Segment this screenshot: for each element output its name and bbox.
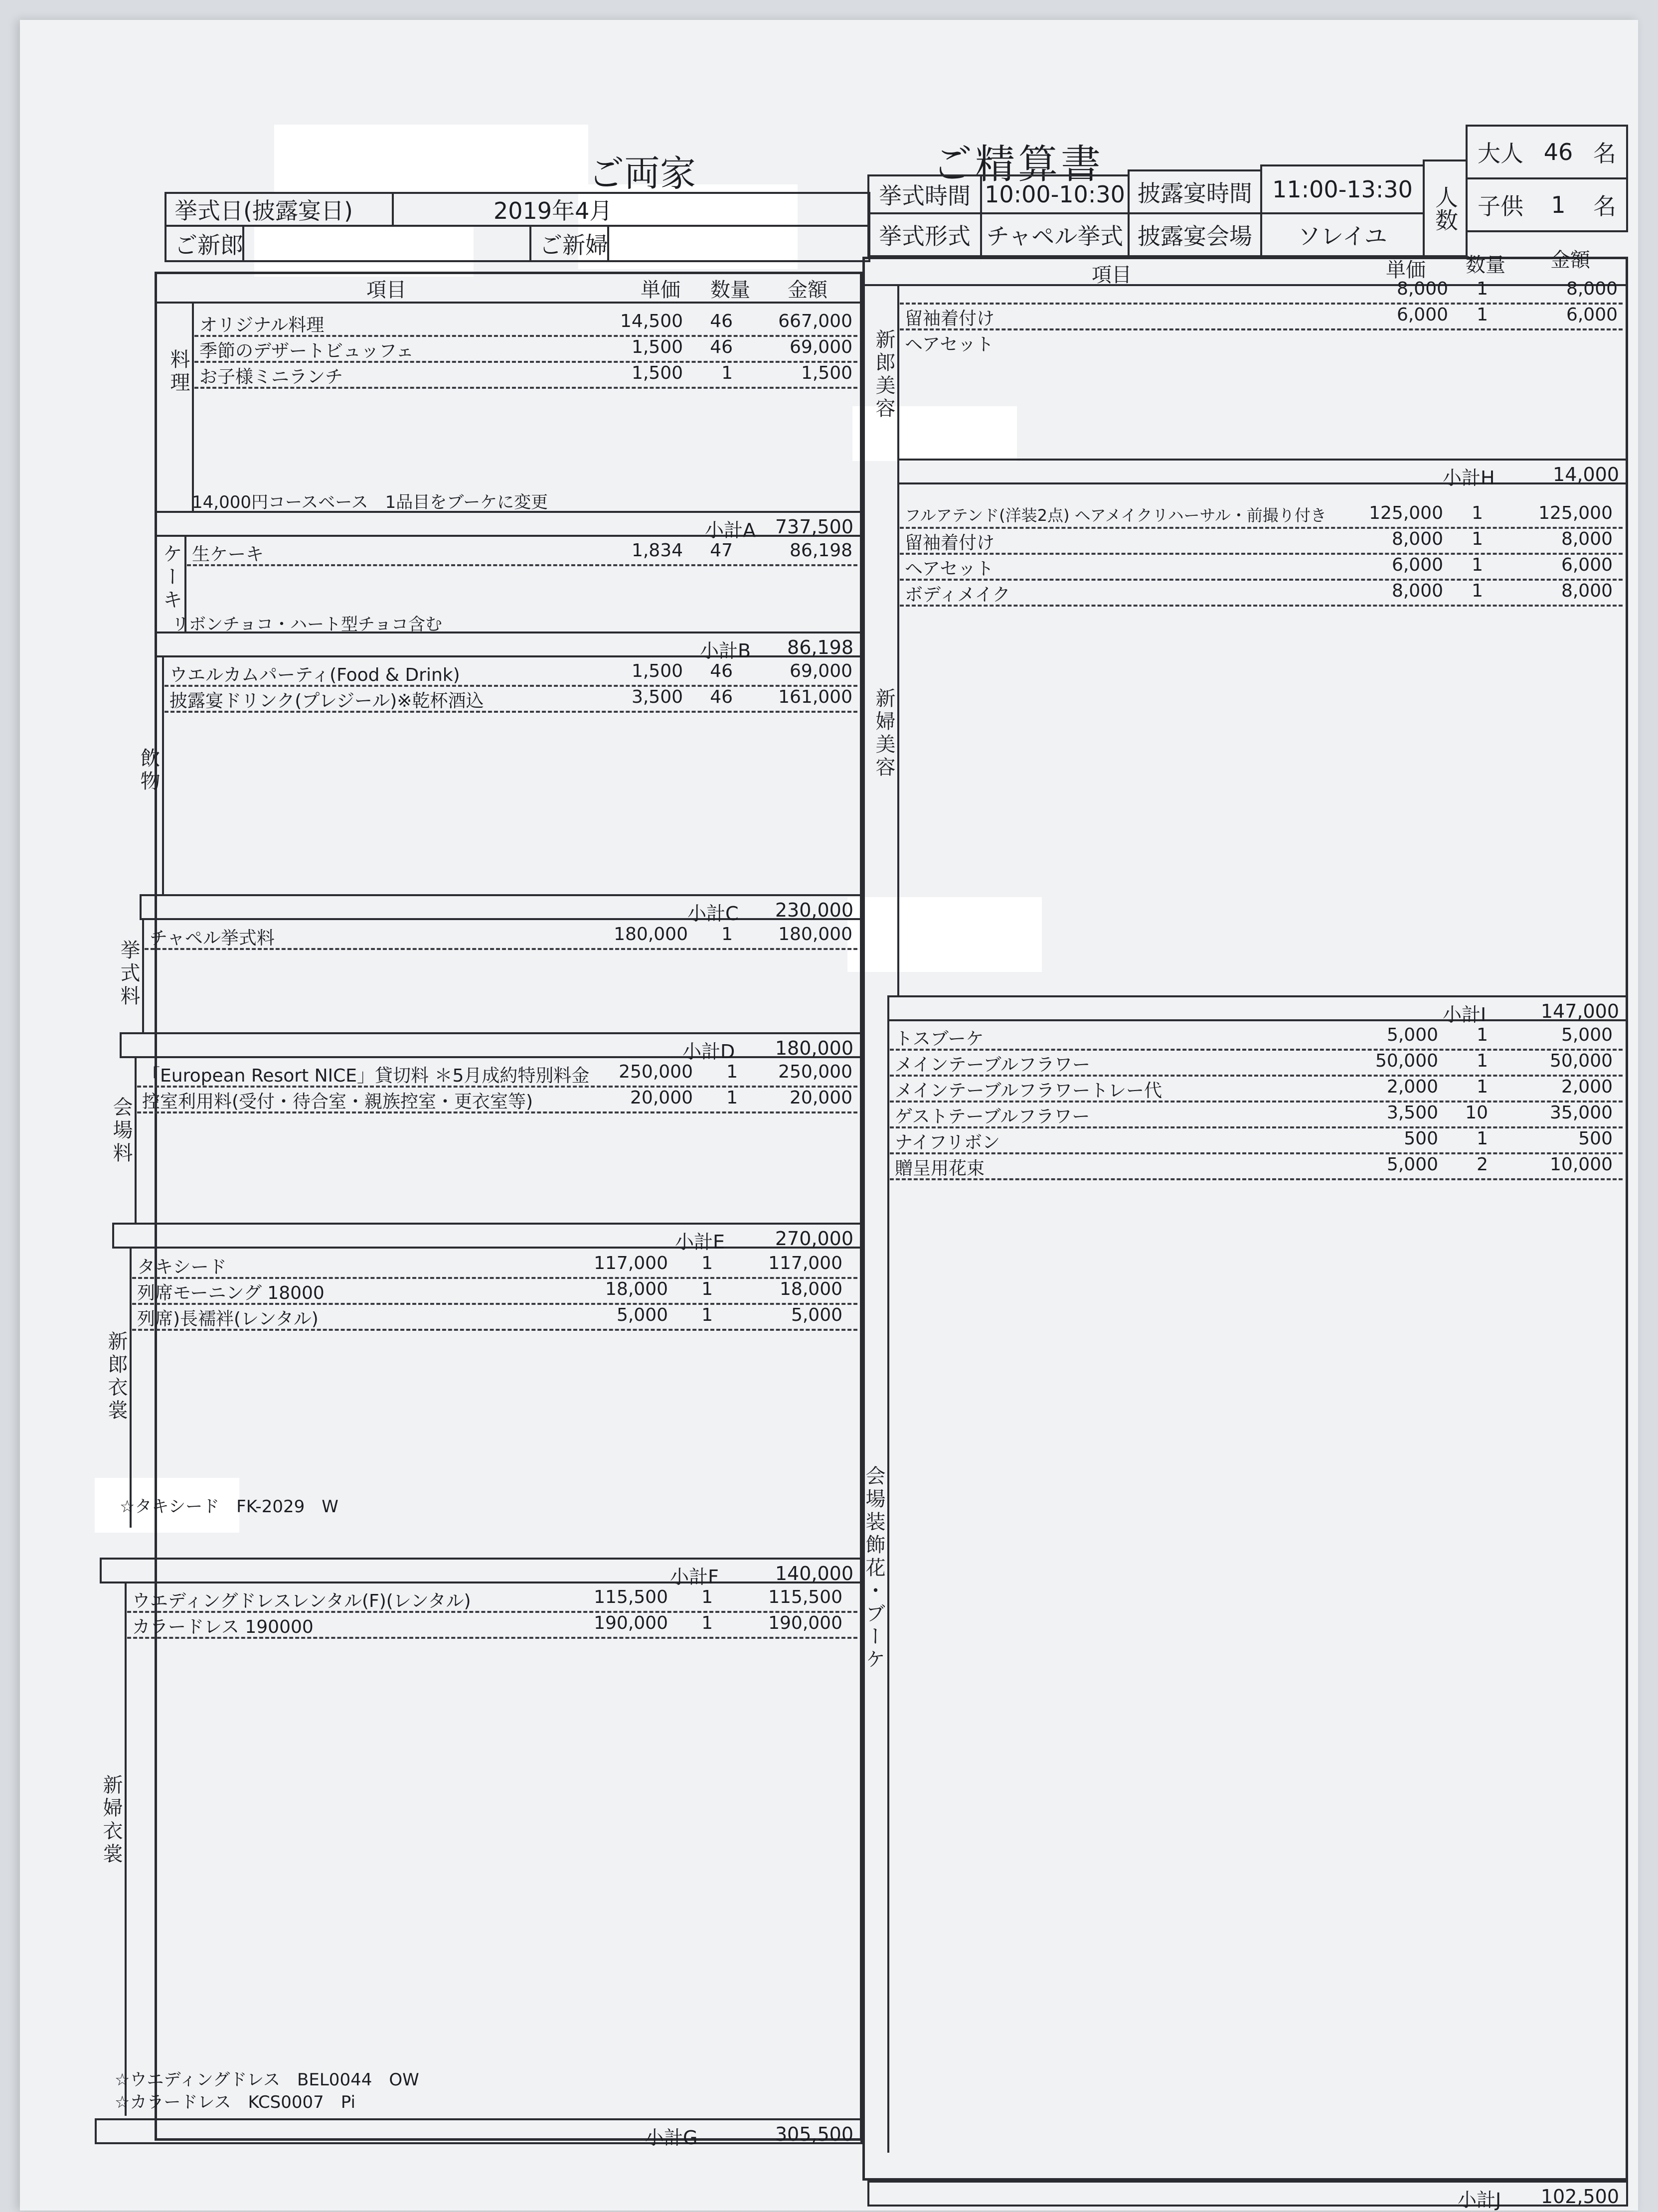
subtotal-f: 小計F 140,000	[100, 1558, 862, 1583]
col-item-right: 項目	[1092, 264, 1132, 287]
col-amount-right: 金額	[1550, 249, 1590, 272]
ceremony-style-value: チャペル挙式	[980, 212, 1130, 257]
table-row: 留袖着付け 6,000 1 6,000	[900, 303, 1623, 330]
table-row: ナイフリボン 500 1 500	[890, 1126, 1623, 1154]
table-row: 季節のデザートビュッフェ 1,500 46 69,000	[194, 335, 857, 363]
table-row: 「European Resort NICE」貸切料 ＊5月成約特別料金 250,000 1 250,000	[137, 1060, 857, 1088]
document-title: ご精算書	[932, 141, 1104, 187]
flowers-label: 会場装飾花・ブーケ	[862, 1465, 885, 1672]
col-unit-price-right: 単価	[1386, 259, 1426, 282]
bride-name-field	[607, 225, 870, 262]
groom-name-field	[242, 225, 531, 262]
col-amount: 金額	[788, 279, 828, 302]
subtotal-d: 小計D 180,000	[120, 1032, 862, 1058]
subtotal-c: 小計C 230,000	[140, 894, 862, 920]
table-row: 8,000 1 8,000	[900, 277, 1623, 305]
table-row: ウエディングドレスレンタル(F)(レンタル) 115,500 1 115,500	[127, 1585, 857, 1613]
table-row: 生ケーキ 1,834 47 86,198	[187, 538, 857, 566]
bride-beauty-label: 新婦美容	[872, 688, 895, 780]
table-row: タキシード 117,000 1 117,000	[132, 1251, 857, 1279]
table-row: ウエルカムパーティ(Food & Drink) 1,500 46 69,000	[165, 659, 857, 687]
table-row: トスブーケ 5,000 1 5,000	[890, 1023, 1623, 1051]
col-qty: 数量	[710, 279, 750, 302]
adults-cell	[1466, 125, 1628, 179]
table-row: ヘアセット	[905, 334, 994, 355]
reception-time-value: 11:00-13:30	[1260, 164, 1425, 214]
col-item: 項目	[366, 279, 406, 302]
venue-value: ソレイユ	[1260, 212, 1425, 257]
table-row: 控室利用料(受付・待合室・親族控室・更衣室等) 20,000 1 20,000	[137, 1086, 857, 1113]
subtotal-a: 小計A 737,500	[155, 511, 862, 537]
table-row: メインテーブルフラワー 50,000 1 50,000	[890, 1049, 1623, 1077]
table-row: 披露宴ドリンク(プレジール)※乾杯酒込 3,500 46 161,000	[165, 685, 857, 713]
subtotal-i: 小計I 147,000	[887, 995, 1628, 1021]
reception-time-label: 披露宴時間	[1128, 169, 1262, 214]
adults-value: 46	[1543, 139, 1573, 165]
groom-attire-label: 新郎衣裳	[105, 1331, 128, 1422]
ceremony-style-label: 挙式形式	[867, 212, 982, 257]
children-value: 1	[1551, 191, 1566, 218]
bride-attire-note-1: ☆ウエディングドレス BEL0044 OW	[115, 2070, 419, 2090]
groom-label: ご新郎	[165, 225, 244, 262]
table-row: 列席)長襦袢(レンタル) 5,000 1 5,000	[132, 1303, 857, 1331]
family-suffix: ご両家	[588, 153, 696, 194]
people-label: 人数	[1423, 159, 1468, 257]
ryori-label: 料理	[167, 349, 190, 395]
subtotal-b: 小計B 86,198	[155, 632, 862, 657]
bride-label: ご新婦	[529, 225, 609, 262]
cake-label: ケーキ	[160, 543, 182, 612]
subtotal-g: 小計G 305,500	[95, 2118, 862, 2144]
redacted-family-name	[274, 125, 588, 192]
subtotal-h: 小計H 14,000	[897, 459, 1628, 484]
subtotal-j: 小計J 102,500	[867, 2181, 1628, 2207]
statement-sheet	[20, 20, 1638, 2211]
ceremony-fee-label: 挙式料	[117, 940, 140, 1008]
table-row: ゲストテーブルフラワー 3,500 10 35,000	[890, 1101, 1623, 1128]
venue-fee-label: 会場料	[110, 1097, 133, 1165]
drinks-label: 飲物	[137, 748, 160, 793]
table-row: チャペル挙式料 180,000 1 180,000	[145, 922, 857, 950]
children-label: 子供	[1478, 193, 1523, 220]
bride-attire-note-2: ☆カラードレス KCS0007 Pi	[115, 2092, 355, 2112]
venue-label: 披露宴会場	[1128, 212, 1262, 257]
table-row: ヘアセット 6,000 1 6,000	[900, 553, 1623, 581]
bride-attire-label: 新婦衣裳	[100, 1774, 123, 1866]
table-row: メインテーブルフラワートレー代 2,000 1 2,000	[890, 1075, 1623, 1103]
table-row: ボディメイク 8,000 1 8,000	[900, 579, 1623, 607]
adults-label: 大人	[1478, 140, 1523, 167]
table-row: カラードレス 190000 190,000 1 190,000	[127, 1611, 857, 1639]
table-row: 贈呈用花束 5,000 2 10,000	[890, 1152, 1623, 1180]
children-unit: 名	[1593, 193, 1616, 220]
ryori-note: 14,000円コースベース 1品目をブーケに変更	[192, 492, 548, 512]
table-row: オリジナル料理 14,500 46 667,000	[194, 309, 857, 337]
subtotal-e: 小計E 270,000	[112, 1223, 862, 1249]
col-unit-price: 単価	[641, 279, 680, 302]
ceremony-time-label: 挙式時間	[867, 174, 982, 214]
ceremony-date-label: 挙式日(披露宴日)	[165, 192, 394, 227]
groom-attire-note: ☆タキシード FK-2029 W	[120, 1497, 338, 1517]
table-row: お子様ミニランチ 1,500 1 1,500	[194, 361, 857, 389]
ceremony-date-value: 2019年4月	[392, 192, 870, 227]
table-row: 列席モーニング 18000 18,000 1 18,000	[132, 1277, 857, 1305]
ceremony-time-value: 10:00-10:30	[980, 174, 1130, 214]
cake-note: リボンチョコ・ハート型チョコ含む	[172, 615, 442, 634]
col-qty-right: 数量	[1466, 254, 1505, 277]
adults-unit: 名	[1593, 140, 1616, 167]
table-row: フルアテンド(洋装2点) ヘアメイクリハーサル・前撮り付き 125,000 1 125,000	[900, 501, 1623, 529]
table-row: 留袖着付け 8,000 1 8,000	[900, 527, 1623, 555]
groom-beauty-label: 新郎美容	[872, 329, 895, 421]
children-cell	[1466, 177, 1628, 232]
